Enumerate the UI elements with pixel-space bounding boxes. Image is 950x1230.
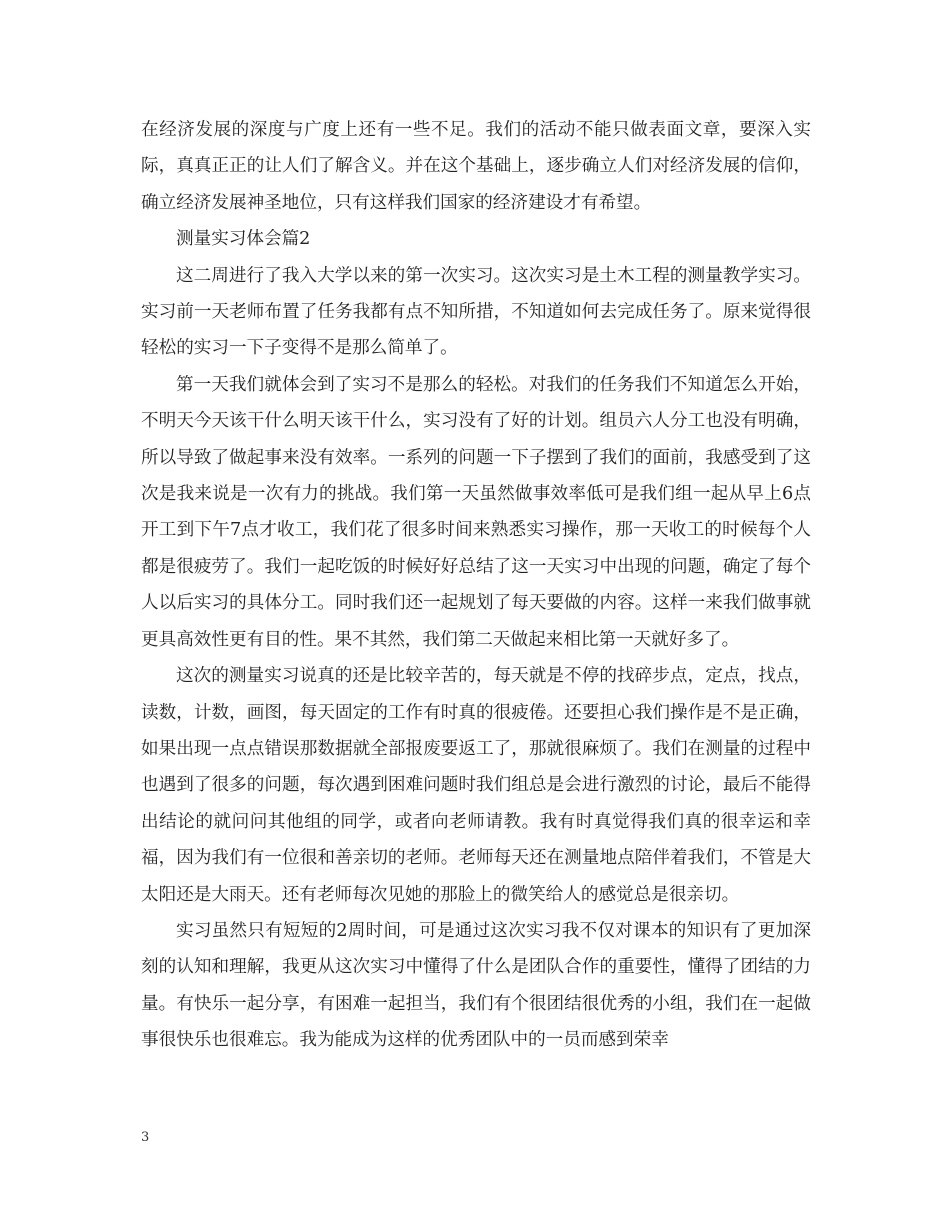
paragraph: 这二周进行了我入大学以来的第一次实习。这次实习是土木工程的测量教学实习。实习前一天老师布置了任务我都有点不知所措，不知道如何去完成任务了。原来觉得很轻松的实习一下子变得不是那么简单了。 bbox=[141, 265, 811, 359]
page-number: 3 bbox=[141, 1130, 150, 1145]
paragraph: 实习虽然只有短短的2周时间，可是通过这次实习我不仅对课本的知识有了更加深刻的认知和理解，我更从这次实习中懂得了什么是团队合作的重要性，懂得了团结的力量。有快乐一起分享，有困难一起担当，我们有个很团结很优秀的小组，我们在一起做事很快乐也很难忘。我为能成为这样的优秀团队中的一员而感到荣幸 bbox=[141, 920, 811, 1051]
paragraph-continuation: 在经济发展的深度与广度上还有一些不足。我们的活动不能只做表面文章，要深入实际，真真正正的让人们了解含义。并在这个基础上，逐步确立人们对经济发展的信仰，确立经济发展神圣地位，只有这样我们国家的经济建设才有希望。 bbox=[141, 120, 811, 213]
paragraph: 这次的测量实习说真的还是比较辛苦的，每天就是不停的找碎步点，定点，找点，读数，计数，画图，每天固定的工作有时真的很疲倦。还要担心我们操作是不是正确，如果出现一点点错误那数据就全部报废要返工了，那就很麻烦了。我们在测量的过程中也遇到了很多的问题，每次遇到困难问题时我们组总是会进行激烈的讨论，最后不能得出结论的就问问其他组的同学，或者向老师请教。我有时真觉得我们真的很幸运和幸福，因为我们有一位很和善亲切的老师。老师每天还在测量地点陪伴着我们，不管是大太阳还是大雨天。还有老师每次见她的那脸上的微笑给人的感觉总是很亲切。 bbox=[141, 666, 811, 905]
document-body bbox=[141, 112, 811, 1059]
section-heading: 测量实习体会篇2 bbox=[176, 229, 311, 250]
paragraph: 第一天我们就体会到了实习不是那么的轻松。对我们的任务我们不知道怎么开始，不明天今天该干什么明天该干什么，实习没有了好的计划。组员六人分工也没有明确，所以导致了做起事来没有效率。一系列的问题一下子摆到了我们的面前，我感受到了这次是我来说是一次有力的挑战。我们第一天虽然做事效率低可是我们组一起从早上6点开工到下午7点才收工，我们花了很多时间来熟悉实习操作，那一天收工的时候每个人都是很疲劳了。我们一起吃饭的时候好好总结了这一天实习中出现的问题，确定了每个人以后实习的具体分工。同时我们还一起规划了每天要做的内容。这样一来我们做事就更具高效性更有目的性。果不其然，我们第二天做起来相比第一天就好多了。 bbox=[141, 374, 811, 650]
